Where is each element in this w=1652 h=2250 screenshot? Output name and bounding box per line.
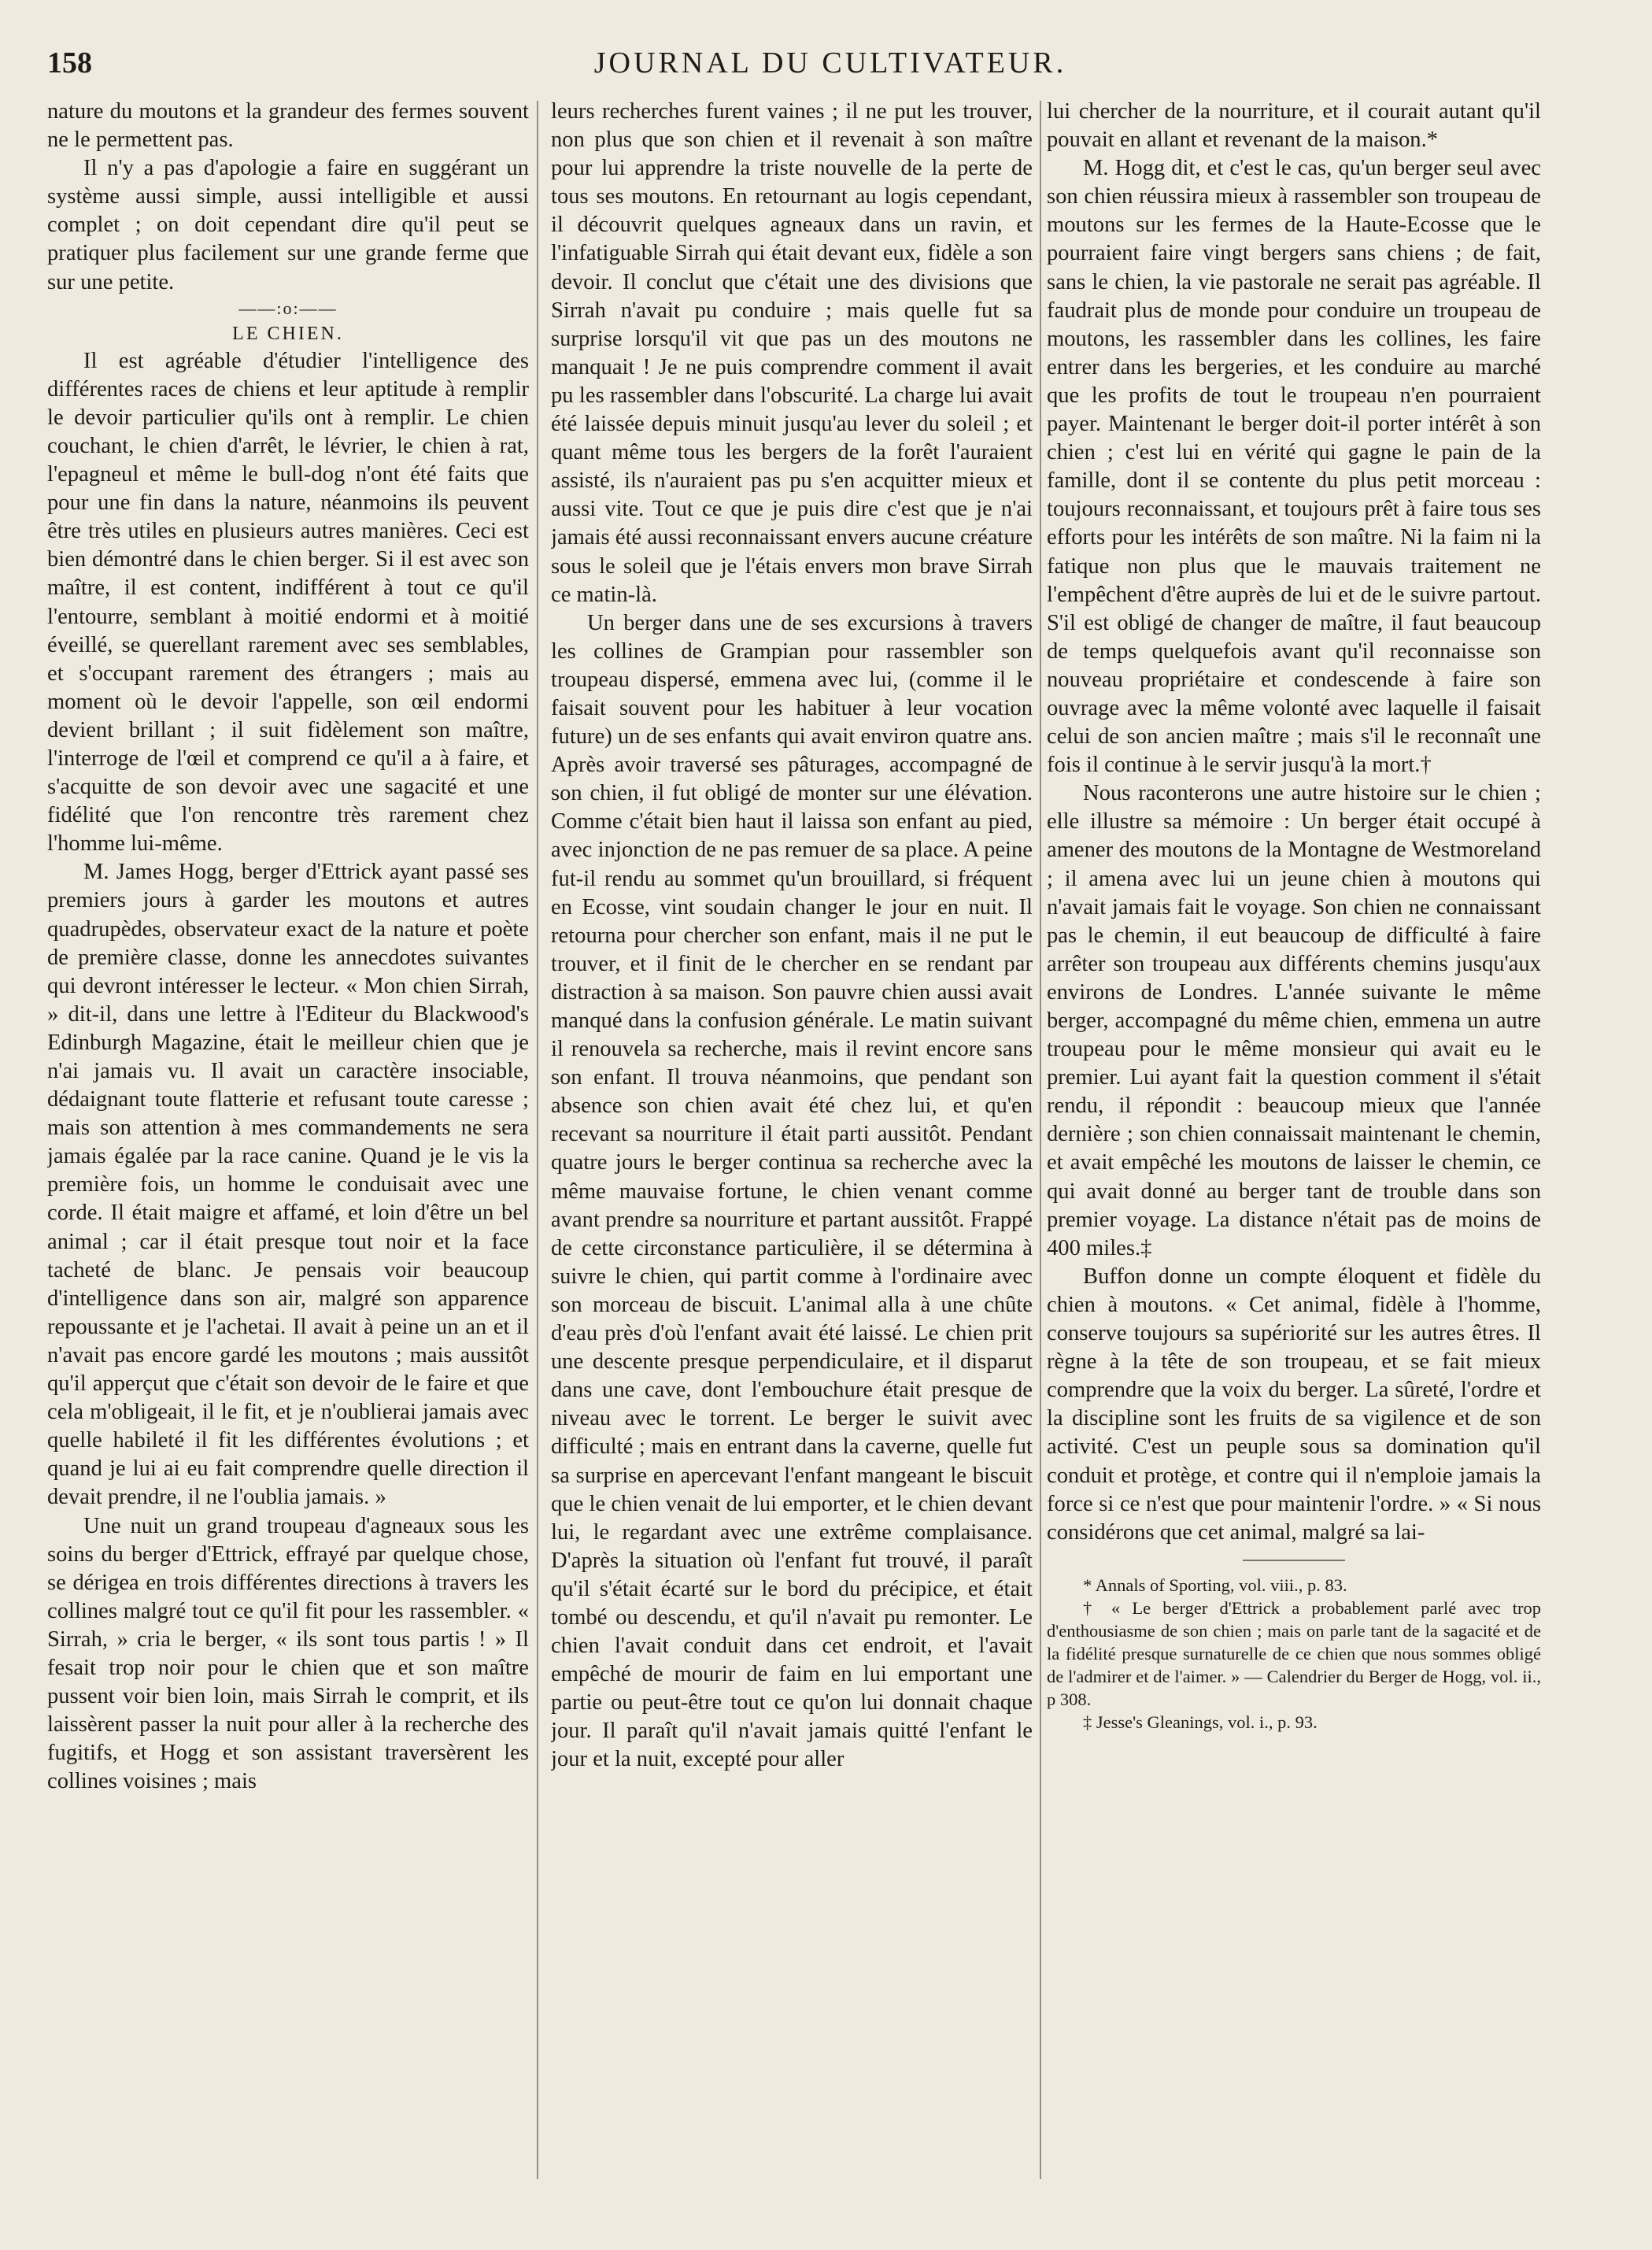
page-header — [47, 46, 1613, 90]
text-column-2 — [551, 98, 1033, 2215]
paragraph: Il n'y a pas d'apologie a faire en suggérant un système aussi simple, aussi intelligible et aussi complet ; on doit cependant dire qu'il peut se pratiquer plus facilement sur une grande ferme que sur une petite. — [47, 156, 529, 294]
paragraph: leurs recherches furent vaines ; il ne put les trouver, non plus que son chien et il revenait à son maître pour lui apprendre la triste nouvelle de la perte de tous ses moutons. En retournant au logis cependant, il découvrit quelques agneaux dans un ravin, et l'infatiguable Sirrah qui était devant eux, fidèle a son devoir. Il conclut que c'était une des divisions que Sirrah n'avait pu conduire ; mais quelle fut sa surprise lorsqu'il vit que pas un des moutons ne manquait ! Je ne puis comprendre comment il avait pu les rassembler dans l'obscurité. La charge lui avait été laissée depuis minuit jusqu'au lever du soleil ; et quant même tous les bergers de la forêt l'auraient assisté, ils n'auraient pas pu s'en acquitter mieux et aussi vite. Tout ce que je puis dire c'est que je n'ai jamais été aussi reconnaissant envers aucune créature sous le soleil que je l'étais envers mon brave Sirrah ce matin-là. — [551, 99, 1033, 607]
section-separator: ——:o:—— — [238, 298, 338, 318]
text-column-3 — [1047, 98, 1541, 2215]
footnote: ‡ Jesse's Gleanings, vol. i., p. 93. — [1083, 1712, 1318, 1732]
column-divider — [537, 101, 538, 2179]
section-heading: LE CHIEN. — [232, 323, 344, 344]
footnote-rule — [1243, 1560, 1345, 1561]
running-title: JOURNAL DU CULTIVATEUR. — [593, 46, 1067, 80]
column-divider — [1040, 101, 1041, 2179]
paragraph: nature du moutons et la grandeur des fermes souvent ne le permettent pas. — [47, 99, 529, 153]
paragraph: Buffon donne un compte éloquent et fidèle du chien à moutons. « Cet animal, fidèle à l'homme, conserve toujours sa supériorité sur les autres êtres. Il règne à la tête de son troupeau, et se fait mieux comprendre que la voix du berger. La sûreté, l'ordre et la discipline sont les fruits de sa vigilence et de son activité. C'est un peuple sous sa domination qu'il conduit et protège, et contre qui il n'emploie jamais la force si ce n'est que pour maintenir l'ordre. » « Si nous considérons que cet animal, malgré sa lai- — [1047, 1264, 1541, 1545]
paragraph: Il est agréable d'étudier l'intelligence des différentes races de chiens et leur aptitude à remplir le devoir particulier qu'ils ont à remplir. Le chien couchant, le chien d'arrêt, le lévrier, le chien à rat, l'epagneul et même le bull-dog n'ont été faits que pour une fin dans la nature, néanmoins ils peuvent être très utiles en plusieurs autres manières. Ceci est bien démontré dans le chien berger. Si il est avec son maître, il est content, indifférent à tout ce qu'il l'entourre, semblant à moitié endormi et à moitié éveillé, se querellant rarement avec ses semblables, et s'occupant rarement des étrangers ; mais au moment où le devoir l'appelle, son œil endormi devient brillant ; il suit fidèlement son maître, l'interroge de l'œil et comprend ce qu'il a à faire, et s'acquitte de son devoir avec une sagacité et une fidélité que l'on rencontre très rarement chez l'homme lui-même. — [47, 348, 529, 857]
paragraph: M. Hogg dit, et c'est le cas, qu'un berger seul avec son chien réussira mieux à rassembler son troupeau de moutons sur les fermes de la Haute-Ecosse que le pourraient faire vingt bergers sans chiens ; de fait, sans le chien, la vie pastorale ne serait pas agréable. Il faudrait plus de monde pour conduire un troupeau de moutons, les rassembler dans les collines, les faire entrer dans les bergeries, et les conduire au marché que les profits de tout le troupeau n'en pourraient payer. Maintenant le berger doit-il porter intérêt à son chien ; c'est lui en vérité qui gagne le pain de la famille, dont il se contente du plus petit morceau : toujours reconnaissant, et toujours prêt à faire tous ses efforts pour les intérêts de son maître. Ni la faim ni la fatique non plus que le mauvais traitement ne l'empêchent d'être auprès de lui et de le suivre partout. S'il est obligé de changer de maître, il faut beaucoup de temps quelquefois avant qu'il reconnaisse son nouveau propriétaire et condescende à faire son ouvrage avec la même volonté avec laquelle il faisait celui de son ancien maître ; mais s'il le reconnaît une fois il continue à le servir jusqu'à la mort.† — [1047, 156, 1541, 778]
paragraph: Une nuit un grand troupeau d'agneaux sous les soins du berger d'Ettrick, effrayé par quelque chose, se dérigea en trois différentes directions à travers les collines malgré tout ce qu'il fit pour les rassembler. « Sirrah, » cria le berger, « ils sont tous partis ! » Il fesait trop noir pour le chien que et son maître pussent voir bien loin, mais Sirrah le comprit, et ils laissèrent passer la nuit pour aller à la recherche des fugitifs, et Hogg et son assistant traversèrent les collines voisines ; mais — [47, 1513, 529, 1794]
page-number: 158 — [47, 46, 92, 80]
paragraph: Un berger dans une de ses excursions à travers les collines de Grampian pour rassembler son troupeau dispersé, emmena avec lui, (comme il le faisait souvent pour les habituer à leur vocation future) un de ses enfants qui avait environ quatre ans. Après avoir traversé ses pâturages, accompagné de son chien, il fut obligé de monter sur une élévation. Comme c'était bien haut il laissa son enfant au pied, avec injonction de ne pas remuer de sa place. A peine fut-il rendu au sommet qu'un brouillard, si fréquent en Ecosse, vint soudain changer le jour en nuit. Il retourna pour chercher son enfant, mais il ne put le trouver, et il finit de le chercher en se rendant par distraction à sa maison. Son pauvre chien aussi avait manqué dans la confusion générale. Le matin suivant il renouvela sa recherche, mais il revint encore sans son enfant. Il trouva néanmoins, que pendant son absence son chien avait été chez lui, et qu'en recevant sa nourriture il était parti aussitôt. Pendant quatre jours le berger continua sa recherche avec la même mauvaise fortune, le chien venant comme avant prendre sa nourriture et partant aussitôt. Frappé de cette circonstance particulière, il se détermina à suivre le chien, qui partit comme à l'ordinaire avec son morceau de biscuit. L'animal alla à une chûte d'eau près d'où l'enfant avait été laissé. Le chien prit une descente presque perpendiculaire, et il disparut dans une cave, dont l'embouchure était presque de niveau avec le torrent. Le berger le suivit avec difficulté ; mais en entrant dans la caverne, quelle fut sa surprise en apercevant l'enfant mangeant le biscuit que le chien venait de lui emporter, et le chien devant lui, le regardant avec une extrême complaisance. D'après la situation où l'enfant fut trouvé, il paraît qu'il s'était écarté sur le bord du précipice, et était tombé ou descendu, et qu'il n'avait pu remonter. Le chien l'avait conduit dans cet endroit, et l'avait empêché de mourir de faim en lui emportant une partie ou peut-être tout ce qu'on lui donnait chaque jour. Il paraît qu'il n'avait jamais quitté l'enfant le jour et la nuit, excepté pour aller — [551, 610, 1033, 1772]
paragraph: Nous raconterons une autre histoire sur le chien ; elle illustre sa mémoire : Un berger était occupé à amener des moutons de la Montagne de Westmoreland ; il amena avec lui un jeune chien à moutons qui n'avait jamais fait le voyage. Son chien ne connaissant pas le chemin, il eut beaucoup de difficulté à faire arrêter son troupeau aux différents chemins jusqu'aux environs de Londres. L'année suivante le même berger, accompagné du même chien, emmena un autre troupeau pour le même monsieur qui avait eu le premier. Lui ayant fait la question comment il s'était rendu, il répondit : beaucoup mieux que l'année dernière ; son chien connaissait maintenant le chemin, et avait empêché les moutons de laisser le chemin, ce qui avait donné au berger tant de trouble dans son premier voyage. La distance n'était pas de moins de 400 miles.‡ — [1047, 781, 1541, 1260]
paragraph: lui chercher de la nourriture, et il courait autant qu'il pouvait en allant et revenant de la maison.* — [1047, 99, 1541, 153]
text-column-1 — [47, 98, 529, 2215]
footnote: † « Le berger d'Ettrick a probablement parlé avec trop d'enthousiasme de son chien ; mais on parle tant de la sagacité et de la fidélité presque surnaturelle de ce chien que nous sommes obligé de l'admirer et de l'aimer. » — Calendrier du Berger de Hogg, vol. ii., p 308. — [1047, 1597, 1541, 1709]
paragraph: M. James Hogg, berger d'Ettrick ayant passé ses premiers jours à garder les moutons et autres quadrupèdes, observateur exact de la nature et poète de première classe, donne les annecdotes suivantes qui devront intéresser le lecteur. « Mon chien Sirrah, » dit-il, dans une lettre à l'Editeur du Blackwood's Edinburgh Magazine, était le meilleur chien que je n'ai jamais vu. Il avait un caractère insociable, dédaignant toute flatterie et refusant toute caresse ; mais son attention à mes commandements ne sera jamais égalée par la race canine. Quand je le vis la première fois, un homme le conduisait avec une corde. Il était maigre et affamé, et loin d'être un bel animal ; car il était presque tout noir et la face tacheté de blanc. Je pensais voir beaucoup d'intelligence dans son air, malgré son apparence repoussante et je l'achetai. Il avait à peine un an et il n'avait pas encore gardé les moutons ; mais aussitôt qu'il apperçut que c'était son devoir de le faire et que cela m'obligeait, il le fit, et je n'oublierai jamais avec quelle habileté il fit les différentes évolutions ; et quand je lui ai eu fait comprendre quelle direction il devait prendre, il ne l'oublia jamais. » — [47, 860, 529, 1510]
footnote: * Annals of Sporting, vol. viii., p. 83. — [1083, 1575, 1347, 1595]
